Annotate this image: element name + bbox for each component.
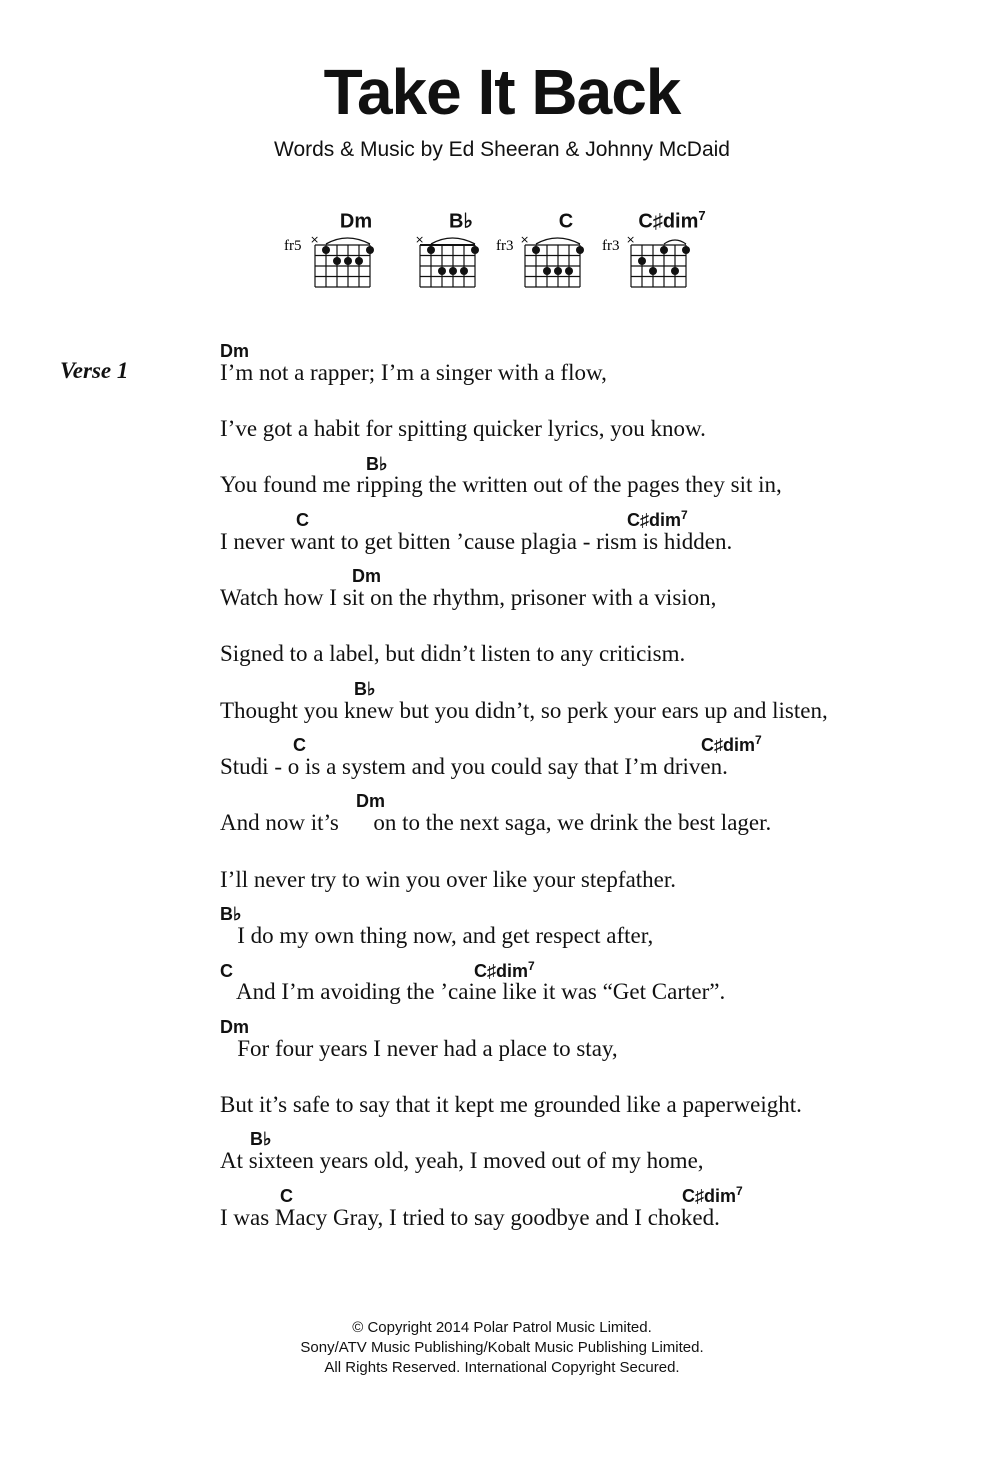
lyric-line: Studi - o is a system and you could say that I’m driven. [220, 754, 728, 779]
lyric-line: I’m not a rapper; I’m a singer with a flow, [220, 360, 607, 385]
fret-label: fr3 [602, 238, 620, 254]
chord-grid-csharpdim7 [602, 230, 716, 292]
muted-string-x: × [626, 233, 636, 246]
lyric-chord: C♯dim$^7$ [682, 1184, 743, 1206]
chord-diagram-name: C♯dim$^7$ [638, 208, 706, 233]
song-title: Take It Back [323, 56, 681, 128]
lyric-line: I was Macy Gray, I tried to say goodbye and I choked. [220, 1205, 720, 1230]
lyric-line: I’ll never try to win you over like your stepfather. [220, 867, 677, 892]
lyric-chord: C [296, 510, 309, 530]
fret-label: fr5 [284, 238, 302, 254]
lyric-chord: C♯dim$^7$ [701, 733, 762, 755]
copyright-line: All Rights Reserved. International Copyright Secured. [324, 1359, 680, 1376]
chord-diagram-dm [284, 205, 400, 295]
lyric-line: At sixteen years old, yeah, I moved out of my home, [220, 1148, 704, 1173]
lyric-line: And now it’s on to the next saga, we drink the best lager. [220, 810, 772, 835]
lyric-line: I’ve got a habit for spitting quicker lyrics, you know. [220, 416, 706, 441]
lyric-chord: B♭ [220, 904, 242, 924]
lyric-line: But it’s safe to say that it kept me grounded like a paperweight. [220, 1092, 802, 1117]
barre-arc [326, 238, 370, 244]
chord-diagram-c [496, 205, 610, 295]
barre-arc [431, 238, 475, 244]
lyric-line: And I’m avoiding the ’caine like it was “Get Carter”. [220, 979, 726, 1004]
lyric-line: Thought you knew but you didn’t, so perk your ears up and listen, [220, 698, 828, 723]
lyric-chord: B♭ [354, 679, 376, 699]
chord-grid-c [496, 230, 610, 292]
lyric-chord: B♭ [366, 454, 388, 474]
chord-diagram-name: B♭ [449, 210, 473, 233]
lyric-line: I do my own thing now, and get respect after, [220, 923, 654, 948]
lyric-chord: C♯dim$^7$ [627, 508, 688, 530]
lyric-line: You found me ripping the written out of the pages they sit in, [220, 472, 782, 497]
barre-arc [536, 238, 580, 244]
lyric-line: I never want to get bitten ’cause plagia - rism is hidden. [220, 529, 733, 554]
muted-string-x: × [310, 233, 320, 246]
chord-grid-bflat [395, 230, 505, 292]
lyric-chord: B♭ [250, 1129, 272, 1149]
lyric-chord: Dm [220, 341, 250, 361]
lyric-chord: Dm [352, 566, 382, 586]
fret-label: fr3 [496, 238, 514, 254]
muted-string-x: × [520, 233, 530, 246]
lyric-chord: Dm [220, 1017, 250, 1037]
lyric-chord: C♯dim$^7$ [474, 959, 535, 981]
lyric-chord: C [220, 961, 233, 981]
lyric-chord: Dm [356, 791, 386, 811]
copyright-line: Sony/ATV Music Publishing/Kobalt Music Publishing Limited. [300, 1339, 704, 1356]
song-credits: Words & Music by Ed Sheeran & Johnny McDaid [274, 138, 730, 161]
chord-diagram-csharpdim7 [602, 205, 716, 295]
muted-string-x: × [415, 233, 425, 246]
chord-diagram-name: C [558, 210, 574, 233]
barre-arc [664, 240, 686, 244]
verse-label: Verse 1 [60, 358, 129, 383]
chord-diagram-bflat [395, 205, 505, 295]
lyric-chord: C [280, 1186, 293, 1206]
lyric-line: Signed to a label, but didn’t listen to any criticism. [220, 641, 686, 666]
copyright-notice [0, 1318, 1004, 1378]
copyright-line: © Copyright 2014 Polar Patrol Music Limited. [352, 1319, 652, 1336]
lyric-line: Watch how I sit on the rhythm, prisoner with a vision, [220, 585, 717, 610]
lyric-line: For four years I never had a place to stay, [220, 1036, 618, 1061]
lyric-chord: C [293, 735, 306, 755]
chord-diagram-name: Dm [339, 210, 373, 233]
chord-grid-dm [284, 230, 400, 292]
